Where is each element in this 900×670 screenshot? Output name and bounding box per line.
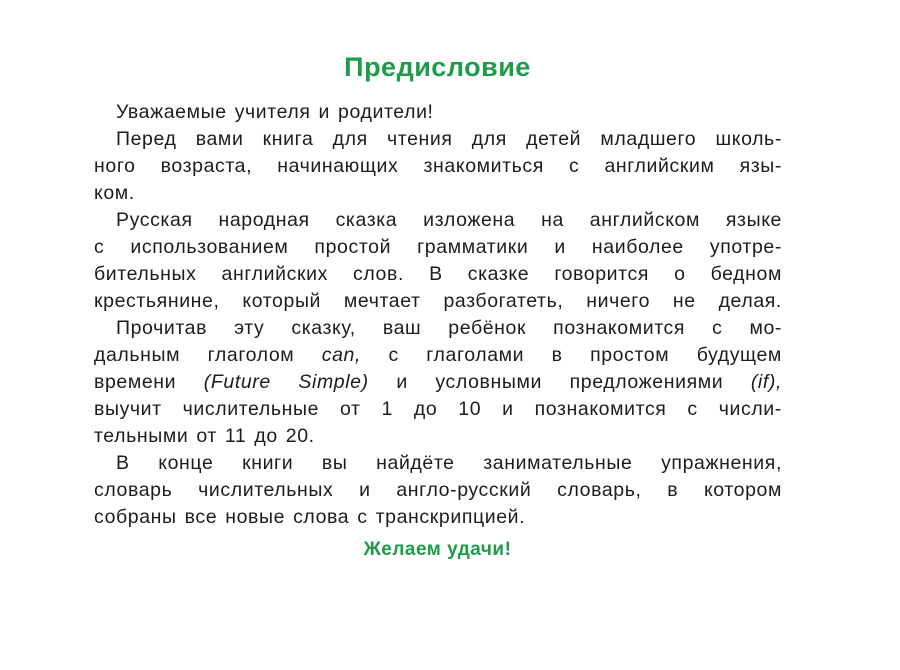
word: с (712, 317, 723, 339)
word: (Future (203, 371, 271, 393)
word: условными (435, 371, 542, 393)
word: 11 (224, 425, 247, 447)
word: с (687, 398, 698, 420)
word: от (339, 398, 361, 420)
word: (if), (750, 371, 782, 393)
word: английских (221, 263, 328, 285)
word: 20. (285, 425, 315, 447)
word: языке (725, 209, 782, 231)
word: книга (262, 128, 314, 150)
word: Уважаемые (116, 101, 227, 123)
word: и (318, 101, 331, 123)
word: слова (293, 506, 350, 528)
word: числи- (718, 398, 782, 420)
text-line (94, 99, 782, 126)
word: до (254, 425, 278, 447)
text-line (94, 423, 782, 450)
word: 10 (458, 398, 482, 420)
word: бедном (710, 263, 782, 285)
word: мо- (749, 317, 782, 339)
word: ваш (382, 317, 422, 339)
word: чтения (387, 128, 453, 150)
word: родители! (338, 101, 434, 123)
word: ребёнок (448, 317, 527, 339)
word: слов. (353, 263, 404, 285)
word: Прочитав (116, 317, 208, 339)
word: от (196, 425, 217, 447)
word: выучит (94, 398, 162, 420)
word: для (471, 128, 507, 150)
word: глаголом (207, 344, 295, 366)
text-line (94, 315, 782, 342)
text-line (94, 396, 782, 423)
word: в (667, 479, 679, 501)
word: книги (242, 452, 294, 474)
word: грамматики (417, 236, 529, 258)
word: словарь (94, 479, 173, 501)
word: конце (158, 452, 214, 474)
text-line (94, 342, 782, 369)
word: собраны (94, 506, 177, 528)
word: бительных (94, 263, 197, 285)
word: делая. (718, 290, 782, 312)
word: детей (526, 128, 582, 150)
word: ного (94, 155, 136, 177)
text-line (94, 180, 782, 207)
word: английском (589, 209, 701, 231)
word: наиболее (591, 236, 684, 258)
word: будущем (696, 344, 782, 366)
word: времени (94, 371, 177, 393)
word: числительные (182, 398, 320, 420)
word: сказке (467, 263, 530, 285)
word: и (554, 236, 566, 258)
word: говорится (554, 263, 649, 285)
word: познакомится (534, 398, 667, 420)
word: дальным (94, 344, 181, 366)
word: не (672, 290, 696, 312)
word: употре- (709, 236, 782, 258)
word: и (396, 371, 408, 393)
word: простом (590, 344, 670, 366)
word: и (502, 398, 514, 420)
word: знакомиться (423, 155, 544, 177)
word: младшего (600, 128, 697, 150)
word: найдёте (376, 452, 455, 474)
text-line (94, 477, 782, 504)
word: упражнения, (661, 452, 782, 474)
word: начинающих (277, 155, 399, 177)
word: глаголами (426, 344, 525, 366)
word: английским (604, 155, 715, 177)
word: сказку, (291, 317, 356, 339)
closing-line: Желаем удачи! (363, 539, 512, 560)
word: сказка (335, 209, 398, 231)
word: ком. (94, 182, 135, 204)
word: для (332, 128, 368, 150)
word: ничего (586, 290, 651, 312)
word: с (94, 236, 105, 258)
word: мечтает (343, 290, 421, 312)
word: предложениями (569, 371, 724, 393)
word: занимательные (483, 452, 633, 474)
word: который (242, 290, 322, 312)
word: новые (225, 506, 286, 528)
word: вы (321, 452, 348, 474)
word: школь- (715, 128, 782, 150)
text-line (94, 288, 782, 315)
page-title: Предисловие (344, 52, 531, 82)
word: с (388, 344, 399, 366)
text-line (94, 504, 782, 531)
word: простой (314, 236, 392, 258)
word: вами (195, 128, 244, 150)
word: числительных (198, 479, 334, 501)
text-line (94, 261, 782, 288)
word: тельными (94, 425, 189, 447)
word: познакомится (553, 317, 686, 339)
text-line (94, 450, 782, 477)
text-line (94, 207, 782, 234)
word: 1 (381, 398, 393, 420)
word: народная (218, 209, 310, 231)
text-line (94, 126, 782, 153)
word: возраста, (160, 155, 253, 177)
word: котором (703, 479, 782, 501)
word: can, (321, 344, 361, 366)
text-line (94, 153, 782, 180)
word: В (116, 452, 130, 474)
word: Simple) (298, 371, 369, 393)
word: эту (234, 317, 265, 339)
word: на (541, 209, 564, 231)
word: крестьянине, (94, 290, 220, 312)
text-line (94, 234, 782, 261)
word: и (359, 479, 371, 501)
word: в (551, 344, 563, 366)
word: разбогатеть, (443, 290, 564, 312)
word: транскрипцией. (375, 506, 526, 528)
word: все (184, 506, 218, 528)
word: изложена (423, 209, 516, 231)
word: с (357, 506, 368, 528)
word: использованием (130, 236, 289, 258)
word: Русская (116, 209, 193, 231)
word: Перед (116, 128, 177, 150)
preface-body (94, 99, 782, 531)
word: словарь, (557, 479, 642, 501)
word: В (429, 263, 443, 285)
word: учителя (234, 101, 311, 123)
word: с (569, 155, 580, 177)
word: язы- (739, 155, 782, 177)
word: до (413, 398, 438, 420)
word: о (674, 263, 686, 285)
word: англо-русский (396, 479, 532, 501)
text-line (94, 369, 782, 396)
